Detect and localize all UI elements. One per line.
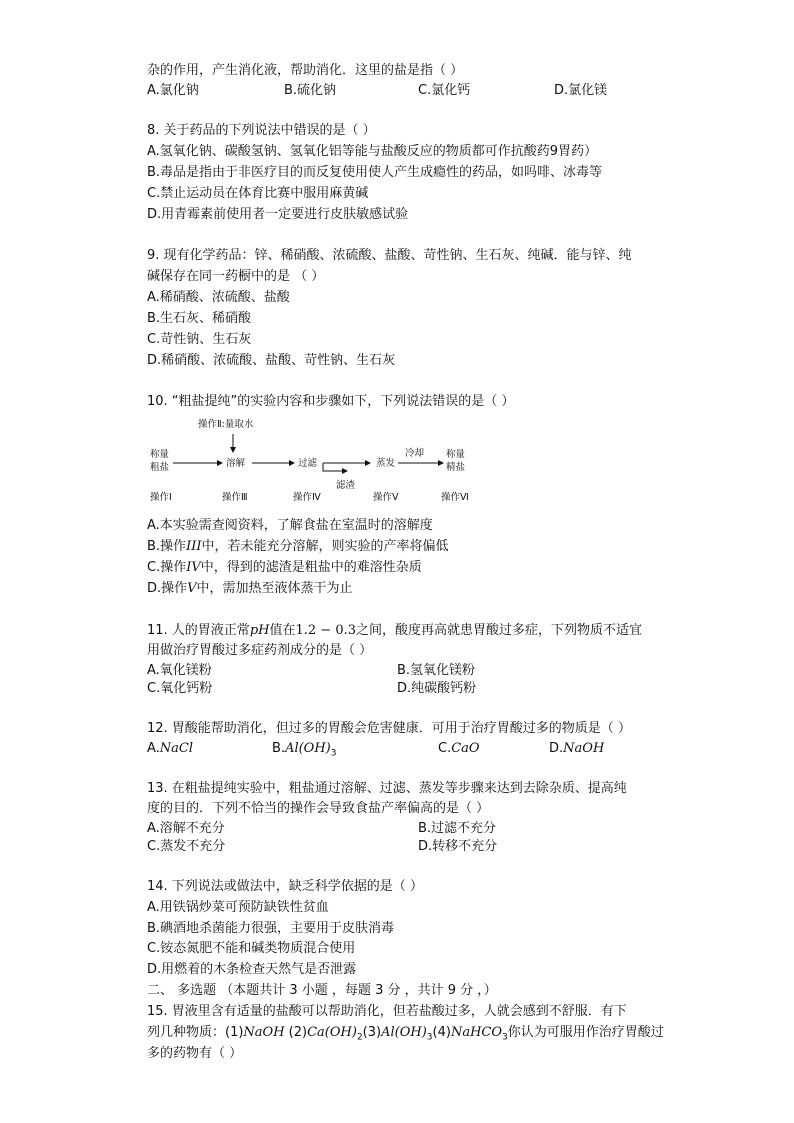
q10-option-c: C.操作IV中，得到的滤渣是粗盐中的难溶性杂质 — [147, 560, 422, 575]
q9-option-d: D.稀硝酸、浓硫酸、盐酸、苛性钠、生石灰 — [147, 353, 396, 368]
q8-option-c: C.禁止运动员在体育比赛中服用麻黄碱 — [147, 186, 369, 201]
q8-option-a: A.氢氧化钠、碳酸氢钠、氢氧化铝等能与盐酸反应的物质都可作抗酸药9胃药） — [147, 144, 598, 159]
q14-option-b: B.碘酒地杀菌能力很强，主要用于皮肤消毒 — [147, 921, 395, 936]
diagram-crude-salt-label: 粗盐 — [150, 462, 170, 473]
q13-option-d: D.转移不充分 — [418, 839, 498, 854]
diagram-weigh-label: 称量 — [150, 449, 170, 460]
q14-option-d: D.用燃着的木条检查天然气是否泄露 — [147, 962, 357, 977]
diagram-filter-label: 过滤 — [298, 458, 318, 469]
q14-option-a: A.用铁锅炒菜可预防缺铁性贫血 — [147, 900, 329, 915]
q15-stem-line3: 多的药物有（ ） — [147, 1046, 243, 1061]
q7-stem-continued: 杂的作用，产生消化液，帮助消化．这里的盐是指（ ） — [147, 63, 464, 78]
diagram-fine-salt-label: 精盐 — [446, 462, 466, 473]
diagram-weigh-final-label: 称量 — [446, 449, 466, 460]
q7-option-b: B.硫化钠 — [284, 83, 337, 98]
diagram-operation-4-label: 操作Ⅳ — [293, 492, 321, 503]
q13-stem-line1: 13. 在粗盐提纯实验中，粗盐通过溶解、过滤、蒸发等步骤来达到去除杂质、提高纯 — [147, 781, 627, 796]
section-heading-multiple-choice: 二、 多选题 （本题共计 3 小题 ，每题 3 分 ，共计 9 分 ，） — [147, 983, 497, 998]
q13-option-c: C.蒸发不充分 — [147, 839, 226, 854]
q8-option-d: D.用青霉素前使用者一定要进行皮肤敏感试验 — [147, 207, 409, 222]
q8-option-b: B.毒品是指由于非医疗目的而反复使用使人产生成瘾性的药品，如吗啡、冰毒等 — [147, 165, 603, 180]
q12-option-c: C.CaO — [438, 741, 480, 756]
diagram-operation-3-label: 操作Ⅲ — [222, 492, 248, 503]
q9-stem-line2: 碱保存在同一药橱中的是 （ ） — [147, 269, 325, 284]
q11-option-a: A.氧化镁粉 — [147, 663, 212, 678]
q8-stem: 8. 关于药品的下列说法中错误的是（ ） — [147, 123, 376, 138]
diagram-dissolve-label: 溶解 — [226, 458, 246, 469]
q13-option-b: B.过滤不充分 — [418, 821, 497, 836]
diagram-operation-1-label: 操作Ⅰ — [150, 492, 172, 503]
q11-option-c: C.氧化钙粉 — [147, 681, 213, 696]
q9-option-b: B.生石灰、稀硝酸 — [147, 311, 252, 326]
q11-stem-line1: 11. 人的胃液正常pH值在1.2 − 0.3之间，酸度再高就患胃酸过多症，下列物质不适宜 — [147, 623, 643, 638]
q14-stem: 14. 下列说法或做法中，缺乏科学依据的是（ ） — [147, 879, 423, 894]
q7-option-a: A.氯化钠 — [147, 83, 199, 98]
q15-stem-line1: 15. 胃液里含有适量的盐酸可以帮助消化，但若盐酸过多，人就会感到不舒服．有下 — [147, 1004, 627, 1019]
q12-option-d: D.NaOH — [549, 741, 605, 756]
arrow-filter-to-residue — [323, 463, 347, 471]
q14-option-c: C.铵态氮肥不能和碱类物质混合使用 — [147, 941, 356, 956]
q9-option-a: A.稀硝酸、浓硫酸、盐酸 — [147, 290, 290, 305]
q11-stem-line2: 用做治疗胃酸过多症药剂成分的是（ ） — [147, 643, 373, 658]
q12-stem: 12. 胃酸能帮助消化，但过多的胃酸会危害健康．可用于治疗胃酸过多的物质是（ ） — [147, 721, 631, 736]
diagram-operation-5-label: 操作Ⅴ — [373, 492, 399, 503]
q11-option-d: D.纯碳酸钙粉 — [397, 681, 477, 696]
diagram-residue-label: 滤渣 — [336, 480, 356, 491]
q12-option-b: $B.Al(OH)_3$ — [272, 741, 337, 759]
q7-option-d: D.氯化镁 — [554, 83, 608, 98]
q10-option-d: D.操作V中，需加热至液体蒸干为止 — [147, 581, 353, 596]
diagram-evaporate-label: 蒸发 — [376, 458, 396, 469]
q9-option-c: C.苛性钠、生石灰 — [147, 332, 252, 347]
q11-option-b: B.氢氧化镁粉 — [397, 663, 476, 678]
q13-option-a: A.溶解不充分 — [147, 821, 225, 836]
diagram-cool-label: 冷却 — [405, 448, 425, 459]
diagram-operation-2-label: 操作Ⅱ:量取水 — [198, 419, 254, 430]
q13-stem-line2: 度的目的．下列不恰当的操作会导致食盐产率偏高的是（ ） — [147, 801, 490, 816]
q10-stem: 10. “粗盐提纯”的实验内容和步骤如下，下列说法错误的是（ ） — [147, 394, 515, 409]
q15-stem-line2: 列几种物质：(1)NaOH $(2)Ca(OH)_2(3)Al(OH)_3(4)NaHCO_3$你认为可服用作治疗胃酸过 — [147, 1025, 664, 1043]
diagram-operation-6-label: 操作Ⅵ — [441, 492, 469, 503]
q7-option-c: C.氯化钙 — [418, 83, 471, 98]
q12-option-a: A.NaCl — [147, 741, 194, 756]
q10-option-a: A.本实验需查阅资料，了解食盐在室温时的溶解度 — [147, 518, 433, 533]
q9-stem-line1: 9. 现有化学药品：锌、稀硝酸、浓硫酸、盐酸、苛性钠、生石灰、纯碱．能与锌、纯 — [147, 248, 632, 263]
q10-option-b: B.操作III中，若未能充分溶解，则实验的产率将偏低 — [147, 539, 449, 554]
